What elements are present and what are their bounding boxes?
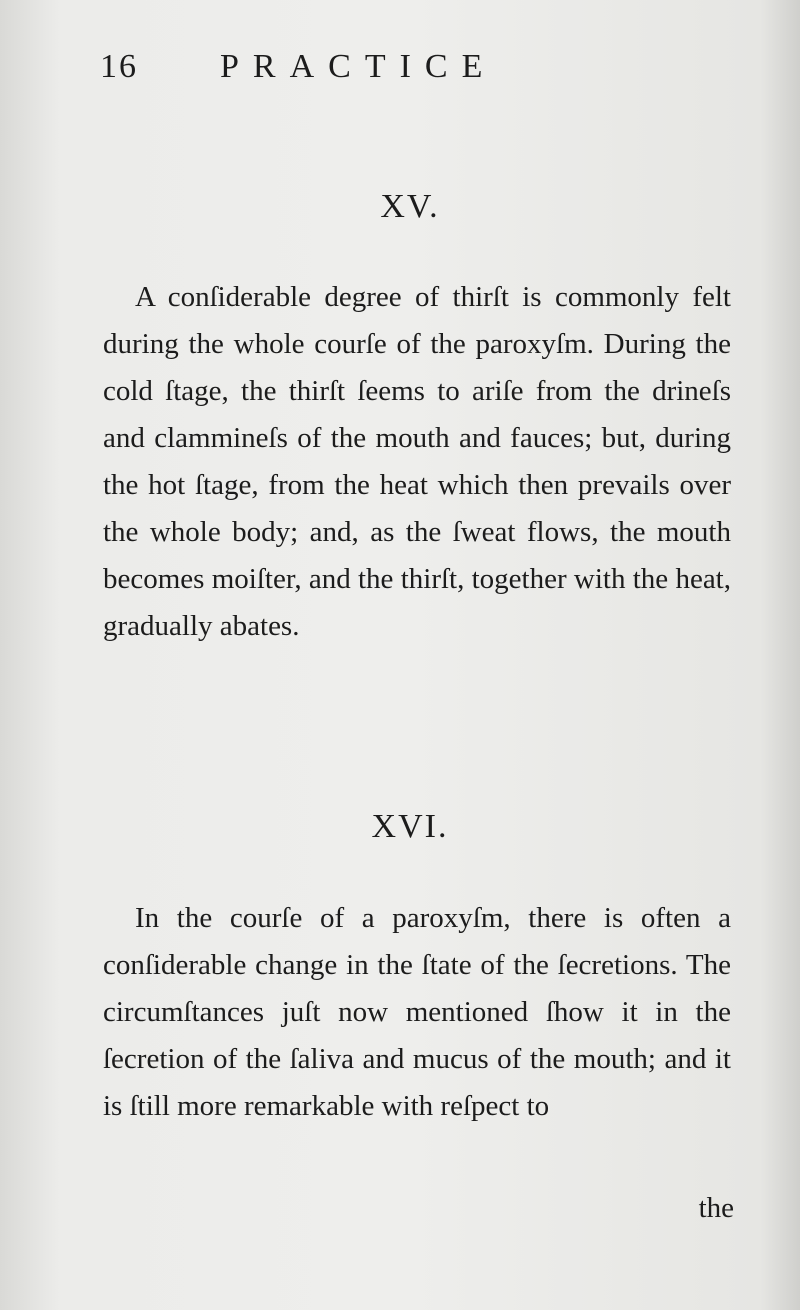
section-xv-paragraph — [103, 274, 731, 650]
section-number-xv: XV. — [380, 188, 440, 225]
section-number-xvi: XVI. — [371, 808, 449, 845]
running-header — [100, 48, 496, 86]
section-xvi-paragraph — [103, 895, 731, 1130]
section-xvi-text: In the courſe of a paroxyſm, there is often a conſiderable change in the ſtate of the ſecretions. The circumſtances juſt now mentioned ſhow it in the ſecretion of the ſaliva and mucus of the mouth; and it is ſtill more remarkable with reſpect to — [103, 902, 731, 1122]
catchword: the — [698, 1192, 734, 1224]
section-xv-text: A conſiderable degree of thirſt is commonly felt during the whole courſe of the paroxyſm. During the cold ſtage, the thirſt ſeems to ariſe from the drineſs and clammineſs of the mouth and fauces; but, during the hot ſtage, from the heat which then prevails over the whole body; and, as the ſweat flows, the mouth becomes moiſter, and the thirſt, together with the heat, gradually abates. — [103, 281, 731, 642]
running-title: PRACTICE — [220, 48, 497, 85]
page-number: 16 — [100, 48, 138, 85]
